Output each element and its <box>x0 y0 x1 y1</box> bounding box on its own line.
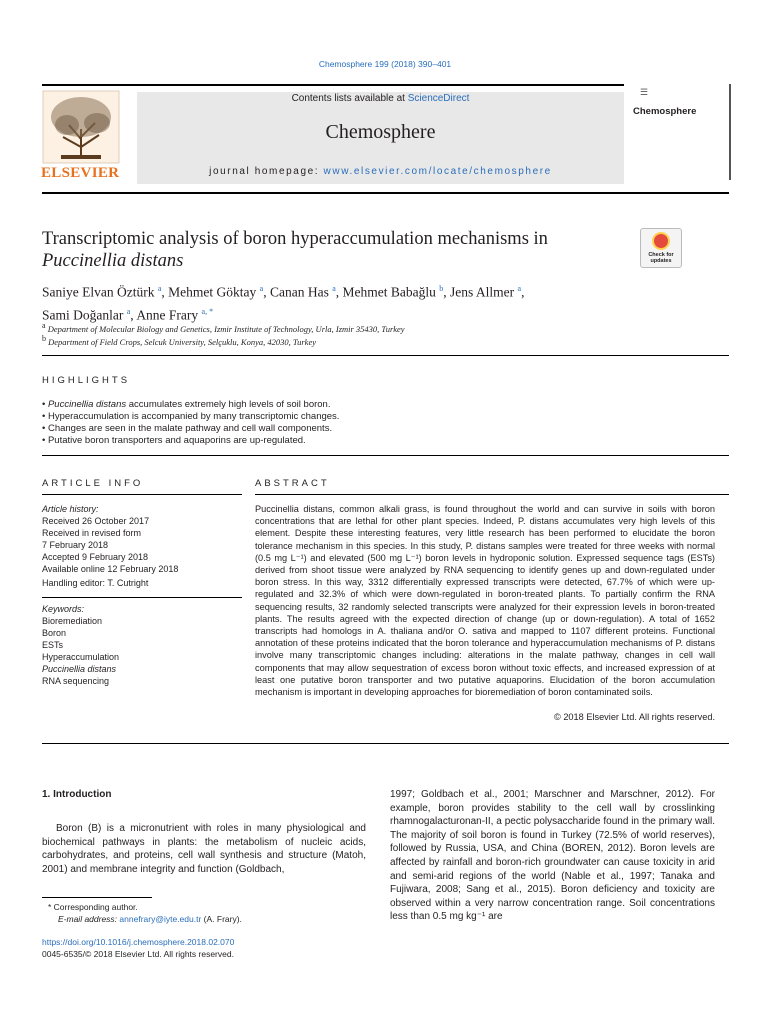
keyword: Boron <box>42 628 67 638</box>
contents-line <box>137 93 624 104</box>
highlight-item: • Puccinellia distans accumulates extremely high levels of soil boron. <box>42 399 331 410</box>
highlights-heading: HIGHLIGHTS <box>42 375 131 386</box>
publisher-wordmark: ELSEVIER <box>41 165 120 181</box>
history-entry: Accepted 9 February 2018 <box>42 552 149 562</box>
footnote-rule <box>42 897 152 898</box>
history-label: Article history: <box>42 504 99 514</box>
author-name: Anne Frary <box>136 307 199 322</box>
cover-title: Chemosphere <box>633 106 697 117</box>
highlight-item: • Hyperaccumulation is accompanied by many transcriptomic changes. <box>42 411 340 422</box>
abstract-copyright: © 2018 Elsevier Ltd. All rights reserved. <box>554 712 715 722</box>
keyword: RNA sequencing <box>42 676 110 686</box>
divider <box>42 355 729 356</box>
keyword: Bioremediation <box>42 616 103 626</box>
affiliation-text: Department of Field Crops, Selcuk University, Selçuklu, Konya, 42030, Turkey <box>48 336 316 347</box>
highlight-text: Changes are seen in the malate pathway and cell wall components. <box>47 423 333 434</box>
check-for-updates-button[interactable] <box>640 228 682 268</box>
highlight-item: • Putative boron transporters and aquaporins are up-regulated. <box>42 435 306 446</box>
introduction-col2: 1997; Goldbach et al., 2001; Marschner and Marschner, 2012). For example, boron provides stability to the cell wall by crosslinking rhamnogalacturonan-II, a pectic polysaccharide found in the primary wall. The majority of soil boron is found in Turkey (72.5% of world reserves), followed by Russia, USA, and China (BOREN, 2012). Boron levels are affected by rainfall and boron-rich groundwater can cause toxicity in arid and semi-arid regions of the world (Nable et al., 1997; Tanaka and Fujiwara, 2008; Sang et al., 2015). Boron deficiency and toxicity are observed within a very narrow concentration range. Soil concentrations less than 0.5 mg kg⁻¹ are <box>390 789 715 923</box>
keywords <box>42 603 119 687</box>
highlight-text: Hyperaccumulation is accompanied by many transcriptomic changes. <box>47 411 340 422</box>
affiliation-text: Department of Molecular Biology and Genetics, Izmir Institute of Technology, Urla, Izmir 35430, Turkey <box>47 323 405 334</box>
author-affil-mark: a <box>517 284 522 293</box>
history-entry: Received 26 October 2017 <box>42 516 150 526</box>
check-updates-label: Check for updates <box>648 252 674 264</box>
journal-name: Chemosphere <box>325 121 436 143</box>
header-bottom-rule <box>42 192 729 194</box>
affiliation-mark: b <box>42 334 46 343</box>
divider <box>42 494 242 495</box>
author-affil-mark: a, * <box>201 306 214 316</box>
author-affil-mark: a <box>332 284 336 293</box>
author-affil-mark: a <box>157 284 162 293</box>
keyword: Hyperaccumulation <box>42 652 120 662</box>
title-line-2: Puccinellia distans <box>42 251 184 271</box>
author-name: Mehmet Babağlu <box>342 284 436 300</box>
author-affil-mark: b <box>439 284 444 293</box>
divider <box>42 455 729 456</box>
corresponding-author: * Corresponding author. <box>48 902 138 912</box>
abstract-heading: ABSTRACT <box>255 478 330 489</box>
highlight-text: accumulates extremely high levels of soil boron. <box>126 399 331 410</box>
highlight-species: Puccinellia distans <box>47 399 127 410</box>
affiliation-b <box>42 334 316 347</box>
keywords-label: Keywords: <box>42 604 85 614</box>
divider <box>42 597 242 598</box>
cover-emblem-icon: ☰ <box>640 87 649 97</box>
history-entry: Available online 12 February 2018 <box>42 564 179 574</box>
homepage-label: journal homepage: <box>209 166 324 177</box>
divider <box>42 743 729 744</box>
handling-editor: Handling editor: T. Cutright <box>42 578 149 588</box>
homepage-link[interactable]: www.elsevier.com/locate/chemosphere <box>323 166 552 177</box>
article-info-heading: ARTICLE INFO <box>42 478 144 489</box>
keyword: Puccinellia distans <box>42 664 117 674</box>
history-entry: Received in revised form <box>42 528 142 538</box>
email-suffix: (A. Frary). <box>201 914 242 924</box>
email-link[interactable]: annefrary@iyte.edu.tr <box>119 914 202 924</box>
abstract-text: Puccinellia distans, common alkali grass, is found throughout the world and can survive in soils with boron concentrations that are lethal for other plant species. Indeed, P. distans accumulates very high levels of this element. Despite these interesting features, very little research has been performed to elucidate the boron tolerance mechanism in this species. In this study, P. distans samples were treated for three weeks with normal (0.5 mg L⁻¹) and elevated (500 mg L⁻¹) boron levels in hydroponic solution. Expressed sequence tags (ESTs) derived from shoot tissue were analyzed by RNA sequencing to identify genes up and down-regulated under boron stress. In this way, 3312 differentially expressed transcripts were detected, 67.7% of which were up-regulated and 32.3% of which were down-regulated in boron-treated plants. To partially confirm the RNA sequencing results, 32 randomly selected transcripts were analyzed for their expression levels in boron-treated plants. The results agreed with the expected direction of change (up or down-regulation). A total of 1652 transcripts had homologs in A. thaliana and/or O. sativa and mapped to 1107 different proteins. Functional annotation of these proteins indicated that the boron tolerance and hyperaccumulation mechanisms of P. distans involve many transcriptomic changes including: alterations in the malate pathway, changes in cell wall components that may allow sequestration of excess boron without toxic effects, and increased expression of at least one putative boron transporter and two putative aquaporins. Elucidation of the boron accumulation mechanism is important in developing approaches for bioremediation of boron contaminated soils. <box>255 504 715 698</box>
affiliation-mark: a <box>42 321 46 330</box>
author-name: Saniye Elvan Öztürk <box>42 284 155 300</box>
introduction-col1: Boron (B) is a micronutrient with roles in many physiological and biochemical pathways in plants: the metabolism of nucleic acids, carbohydrates, and proteins, cell wall synthesis and structure (Matoh, 2001) and membrane integrity and function (Goldbach, <box>42 823 366 875</box>
author-name: Sami Doğanlar <box>42 307 124 322</box>
keyword: ESTs <box>42 640 64 650</box>
email-line <box>58 914 242 924</box>
issn-line: 0045-6535/© 2018 Elsevier Ltd. All rights reserved. <box>42 949 234 959</box>
author-name: Jens Allmer <box>450 284 515 300</box>
author-affil-mark: a <box>126 306 131 316</box>
divider <box>255 494 729 495</box>
doi-link[interactable]: https://doi.org/10.1016/j.chemosphere.2018.02.070 <box>42 937 235 947</box>
highlight-text: Putative boron transporters and aquaporins are up-regulated. <box>47 435 306 446</box>
author-affil-mark: a <box>259 284 264 293</box>
author-list: Saniye Elvan Öztürk $^a$, Mehmet Göktay $^a$, Canan Has $^a$, Mehmet Babağlu $^b$, Jens Allmer $^a$, Sami Doğanlar $^a$, Anne Frary $^{a, *}$ <box>42 284 525 322</box>
header-rule <box>42 84 624 86</box>
introduction-heading: 1. Introduction <box>42 789 112 800</box>
journal-citation[interactable]: Chemosphere 199 (2018) 390–401 <box>318 59 452 69</box>
contents-prefix: Contents lists available at <box>291 93 408 104</box>
email-label: E-mail address: <box>58 914 120 924</box>
journal-cover-thumbnail <box>627 84 731 180</box>
article-history <box>42 503 178 575</box>
highlight-item: • Changes are seen in the malate pathway and cell wall components. <box>42 423 333 434</box>
author-name: Mehmet Göktay <box>168 284 257 300</box>
article-title <box>42 228 602 272</box>
author-name: Canan Has <box>269 284 329 300</box>
check-updates-icon <box>652 232 670 250</box>
journal-homepage <box>137 166 624 177</box>
sciencedirect-link[interactable]: ScienceDirect <box>407 93 470 104</box>
affiliation-a <box>42 321 405 334</box>
title-line-1: Transcriptomic analysis of boron hyperaccumulation mechanisms in <box>42 229 548 249</box>
history-entry: 7 February 2018 <box>42 540 109 550</box>
